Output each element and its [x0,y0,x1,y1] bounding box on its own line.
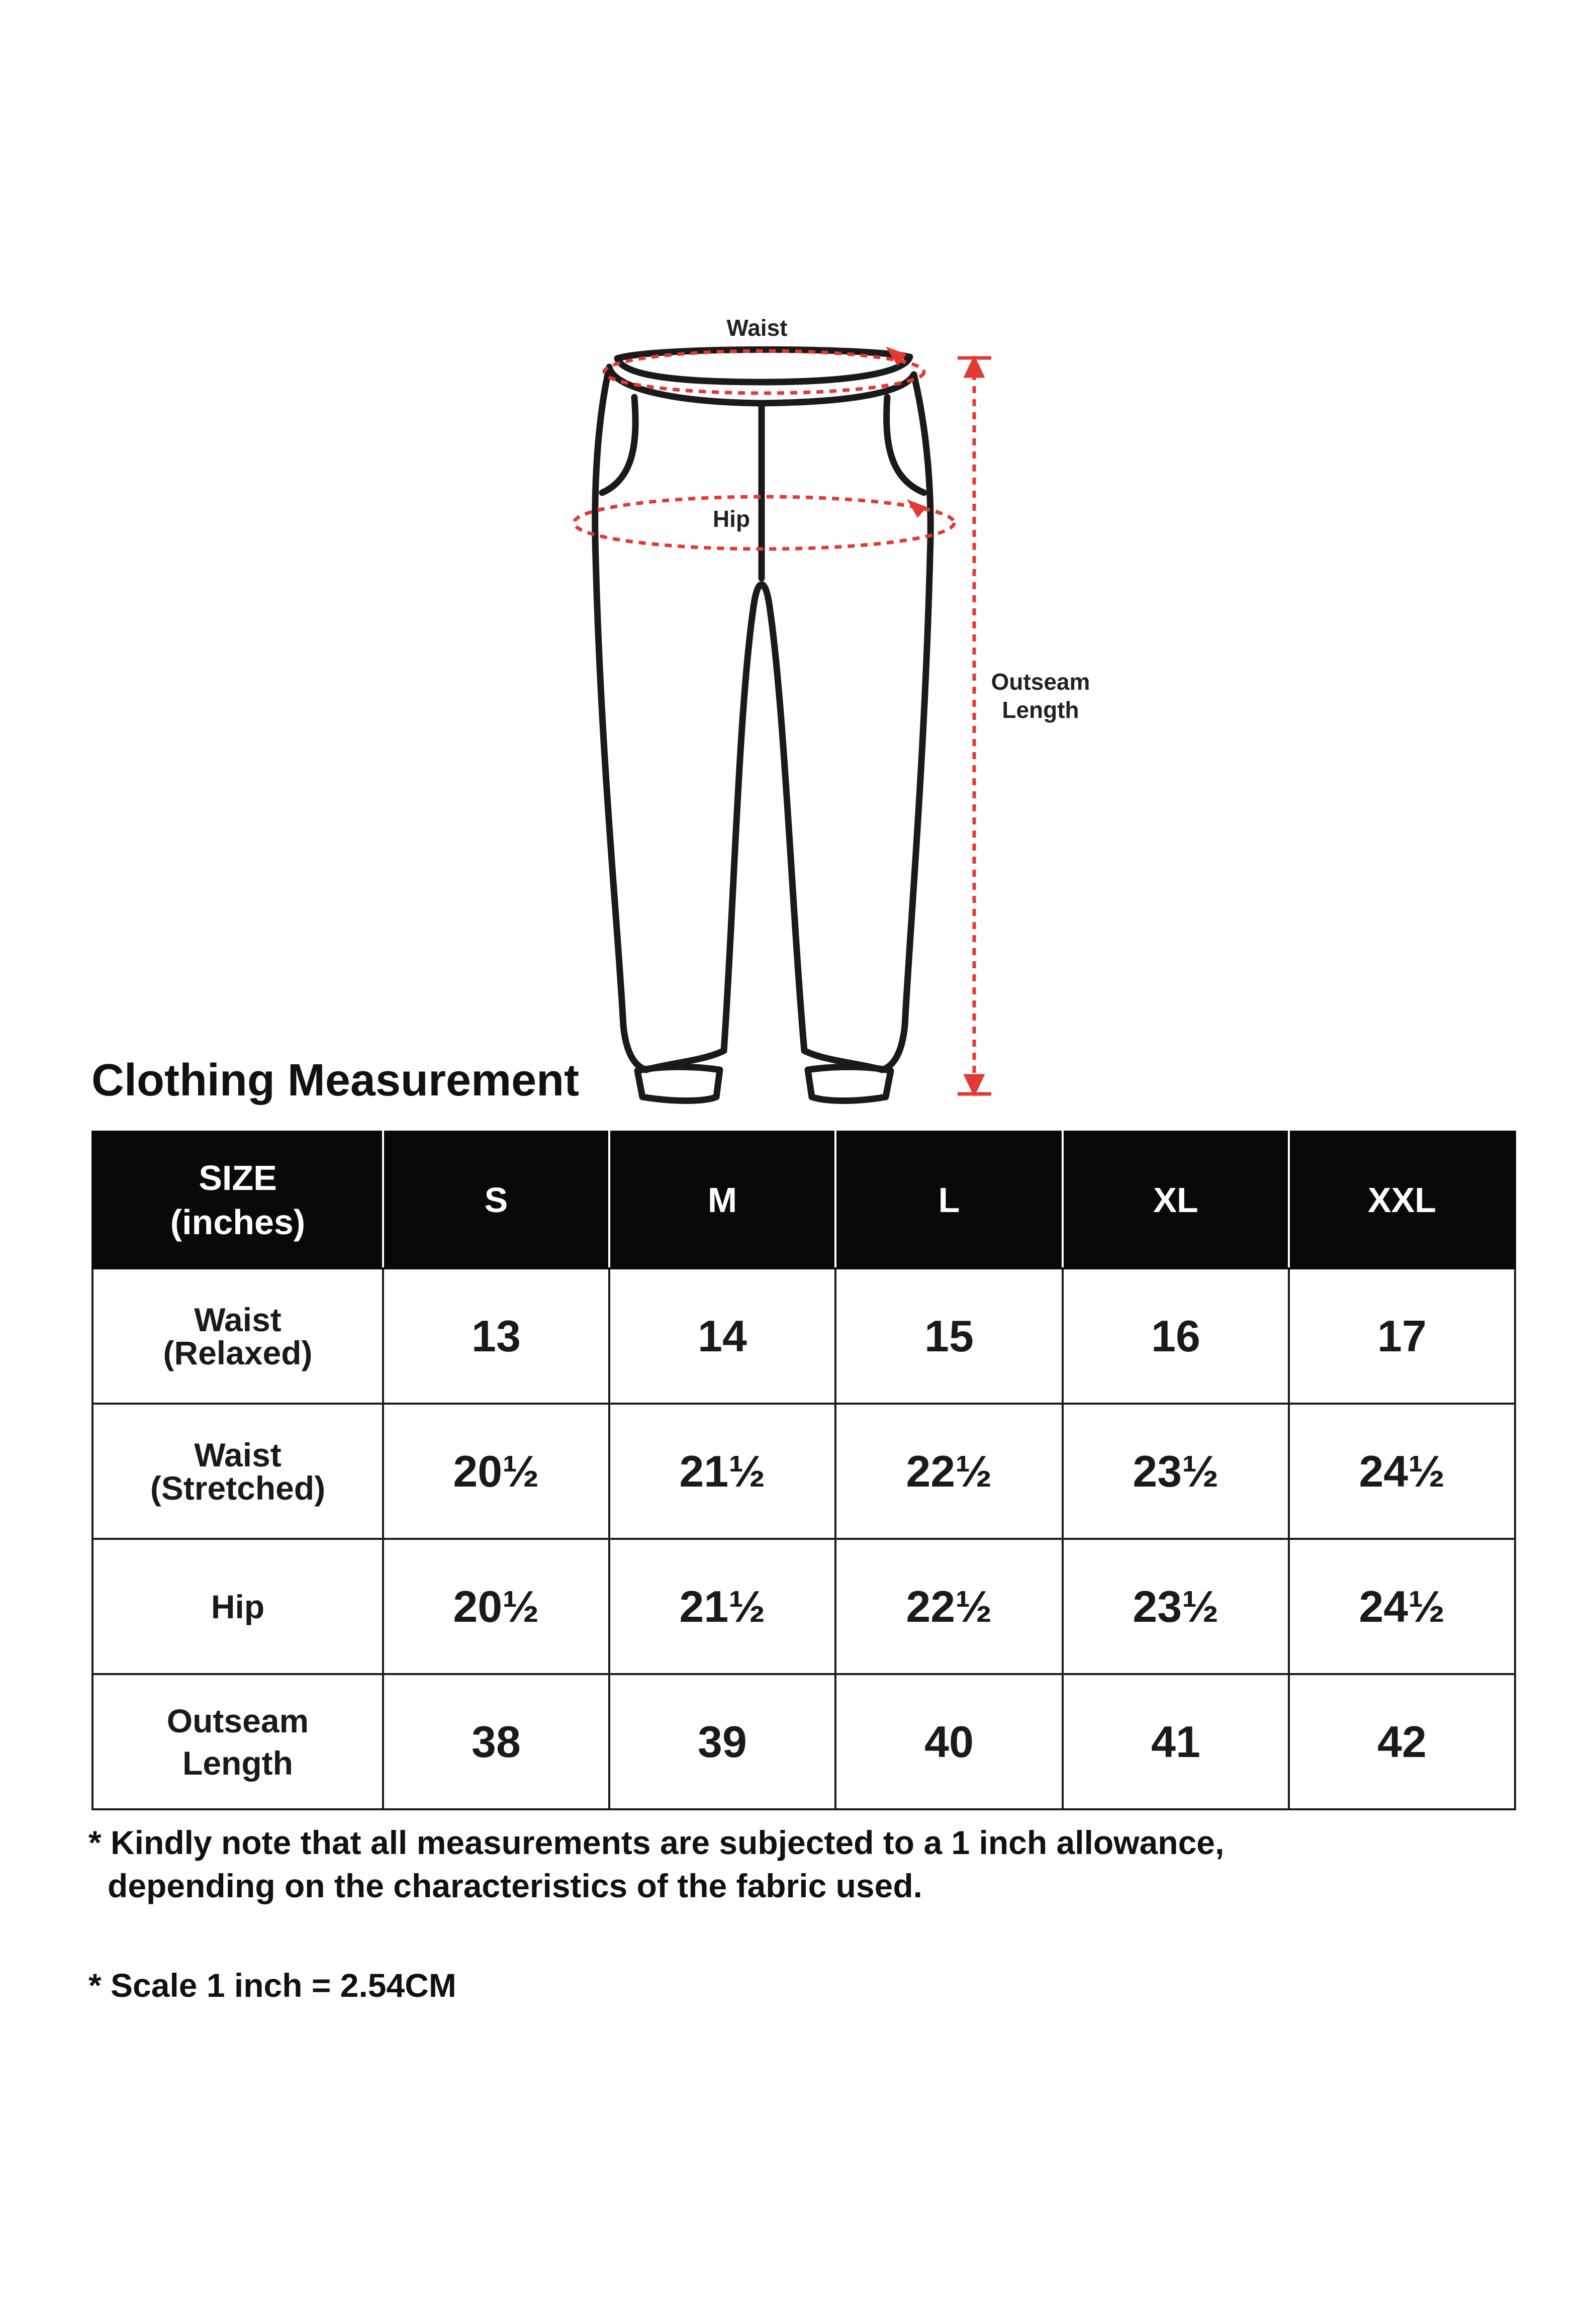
table-row-outseam-length [92,1674,1515,1809]
pants-right-cuff [804,1051,891,1101]
table-cell: 20½ [383,1539,609,1674]
table-cell: 40 [835,1674,1063,1809]
allowance-note-line2: depending on the characteristics of the fabric used. [108,1867,922,1904]
size-column-s: S [383,1132,609,1268]
allowance-note [88,1821,1224,1907]
table-cell: 23½ [1063,1539,1289,1674]
pants-inseam [724,585,804,1051]
size-column-l: L [835,1132,1063,1268]
row-label-line1: Hip [211,1588,265,1625]
table-cell: 13 [383,1268,609,1404]
table-cell: 42 [1289,1674,1515,1809]
row-label [92,1404,383,1539]
table-cell: 16 [1063,1268,1289,1404]
table-cell: 15 [835,1268,1063,1404]
table-cell: 22½ [835,1404,1063,1539]
table-row-waist-stretched [92,1404,1515,1539]
row-label-line2: Length [182,1744,293,1782]
row-label [92,1268,383,1404]
hip-arrowhead-icon [911,503,924,515]
row-label-line1: Waist [194,1301,281,1338]
waist-label: Waist [726,315,788,341]
size-header-line2: (inches) [170,1203,306,1242]
outseam-label-line2: Length [1002,697,1079,723]
pants-left-pocket [602,397,635,493]
table-cell: 23½ [1063,1404,1289,1539]
outseam-length-label [970,668,1111,724]
row-label-line2: (Relaxed) [163,1334,313,1371]
table-cell: 21½ [609,1539,835,1674]
scale-note: * Scale 1 inch = 2.54CM [88,1967,456,2004]
size-chart-table [91,1131,1516,1810]
table-cell: 41 [1063,1674,1289,1809]
table-cell: 20½ [383,1404,609,1539]
size-column-m: M [609,1132,835,1268]
table-cell: 24½ [1289,1539,1515,1674]
hip-label: Hip [712,506,750,532]
section-title: Clothing Measurement [91,1055,580,1105]
size-header-line1: SIZE [199,1158,277,1197]
row-label [92,1674,383,1809]
pants-left-side [595,367,646,1070]
table-cell: 38 [383,1674,609,1809]
row-label [92,1539,383,1674]
size-column-xl: XL [1063,1132,1289,1268]
outseam-label-line1: Outseam [991,669,1090,695]
table-cell: 39 [609,1674,835,1809]
table-cell: 17 [1289,1268,1515,1404]
allowance-note-line1: * Kindly note that all measurements are subjected to a 1 inch allowance, [88,1824,1225,1861]
table-cell: 24½ [1289,1404,1515,1539]
table-row-waist-relaxed [92,1268,1515,1404]
table-row-hip [92,1539,1515,1674]
size-column-xxl: XXL [1289,1132,1515,1268]
table-header-row [92,1132,1515,1268]
row-label-line1: Outseam [166,1702,309,1739]
row-label-line2: (Stretched) [150,1469,326,1507]
row-label-line1: Waist [194,1436,281,1473]
pants-left-cuff [637,1051,724,1101]
table-cell: 21½ [609,1404,835,1539]
size-header-cell [92,1132,383,1268]
table-cell: 14 [609,1268,835,1404]
table-cell: 22½ [835,1539,1063,1674]
